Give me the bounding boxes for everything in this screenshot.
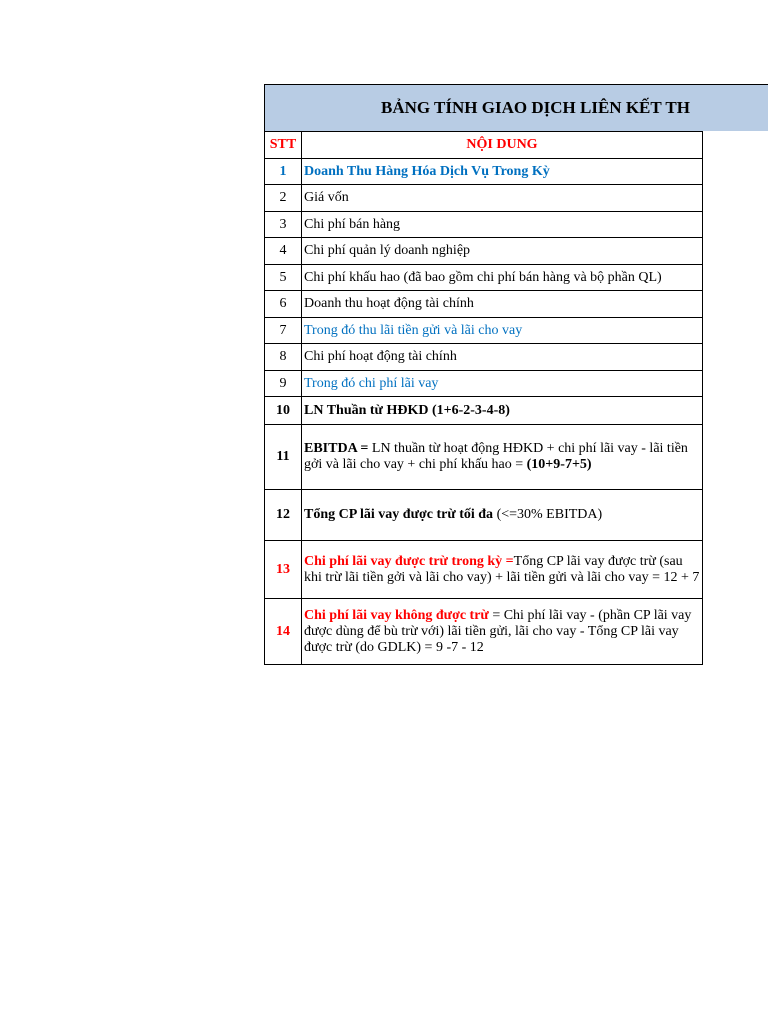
table-row bbox=[265, 371, 703, 397]
row-number: 12 bbox=[265, 490, 302, 541]
table-header-row bbox=[265, 132, 703, 159]
row-text: LN thuần từ hoạt động HĐKD + chi phí lãi vay - lãi tiền gởi và lãi cho vay + chi phí khấu hao = bbox=[304, 441, 688, 472]
table-row bbox=[265, 344, 703, 371]
transaction-table bbox=[264, 131, 703, 665]
row-text: LN Thuần từ HĐKD (1+6-2-3-4-8) bbox=[304, 402, 510, 418]
table-row bbox=[265, 425, 703, 490]
row-text-bold: EBITDA = bbox=[304, 441, 372, 456]
row-text-red: Chi phí lãi vay không được trừ bbox=[304, 607, 489, 623]
row-number: 8 bbox=[265, 344, 302, 371]
row-text: Doanh Thu Hàng Hóa Dịch Vụ Trong Kỳ bbox=[304, 163, 550, 179]
title-clip bbox=[264, 84, 702, 131]
table-row bbox=[265, 238, 703, 265]
row-text: = Chi phí lãi vay - (phần CP lãi vay được dùng để bù trừ với) lãi tiền gửi, lãi cho vay - Tổng CP lãi vay được trừ (do GDLK) = 9 -7 - 12 bbox=[304, 607, 692, 655]
row-content bbox=[302, 238, 703, 265]
row-text: (<=30% EBITDA) bbox=[493, 507, 603, 522]
table-row bbox=[265, 599, 703, 665]
row-text: Doanh thu hoạt động tài chính bbox=[304, 296, 474, 311]
row-text: Trong đó thu lãi tiền gửi và lãi cho vay bbox=[304, 322, 523, 338]
row-number: 6 bbox=[265, 291, 302, 318]
sheet-title: BẢNG TÍNH GIAO DỊCH LIÊN KẾT TH bbox=[381, 98, 690, 117]
row-number: 9 bbox=[265, 371, 302, 397]
row-content bbox=[302, 212, 703, 238]
row-content bbox=[302, 599, 703, 665]
row-number: 4 bbox=[265, 238, 302, 265]
row-text: Chi phí hoạt động tài chính bbox=[304, 349, 457, 364]
table-row bbox=[265, 265, 703, 291]
row-text: Tổng CP lãi vay được trừ (sau khi trừ lãi tiền gởi và lãi cho vay) + lãi tiền gửi và lãi cho vay = 12 + 7 bbox=[304, 553, 700, 585]
header-stt: STT bbox=[265, 132, 302, 159]
row-text-bold: Tổng CP lãi vay được trừ tối đa bbox=[304, 507, 494, 522]
header-noi-dung: NỘI DUNG bbox=[302, 132, 703, 159]
table-row bbox=[265, 185, 703, 212]
row-number: 3 bbox=[265, 212, 302, 238]
table-row bbox=[265, 212, 703, 238]
row-number: 1 bbox=[265, 159, 302, 185]
row-content bbox=[302, 397, 703, 425]
table-row bbox=[265, 291, 703, 318]
row-number: 2 bbox=[265, 185, 302, 212]
row-content bbox=[302, 425, 703, 490]
row-content bbox=[302, 371, 703, 397]
row-text: Giá vốn bbox=[304, 190, 349, 205]
row-content bbox=[302, 541, 703, 599]
row-content bbox=[302, 265, 703, 291]
row-content bbox=[302, 344, 703, 371]
row-text-red: Chi phí lãi vay được trừ trong kỳ = bbox=[304, 553, 514, 569]
row-content bbox=[302, 291, 703, 318]
row-content bbox=[302, 159, 703, 185]
table-row bbox=[265, 397, 703, 425]
row-number: 14 bbox=[265, 599, 302, 665]
row-number: 11 bbox=[265, 425, 302, 490]
row-text: Chi phí bán hàng bbox=[304, 216, 401, 232]
row-content bbox=[302, 490, 703, 541]
row-number: 5 bbox=[265, 265, 302, 291]
row-text: Chi phí quản lý doanh nghiệp bbox=[304, 243, 471, 258]
row-text: Chi phí khấu hao (đã bao gồm chi phí bán hàng và bộ phần QL) bbox=[304, 269, 662, 285]
row-number: 13 bbox=[265, 541, 302, 599]
row-content bbox=[302, 318, 703, 344]
table-row bbox=[265, 490, 703, 541]
row-number: 7 bbox=[265, 318, 302, 344]
row-content bbox=[302, 185, 703, 212]
row-number: 10 bbox=[265, 397, 302, 425]
table-row bbox=[265, 541, 703, 599]
table-row bbox=[265, 318, 703, 344]
table-row bbox=[265, 159, 703, 185]
row-text: Trong đó chi phí lãi vay bbox=[304, 375, 439, 391]
row-text-formula: (10+9-7+5) bbox=[526, 457, 592, 472]
